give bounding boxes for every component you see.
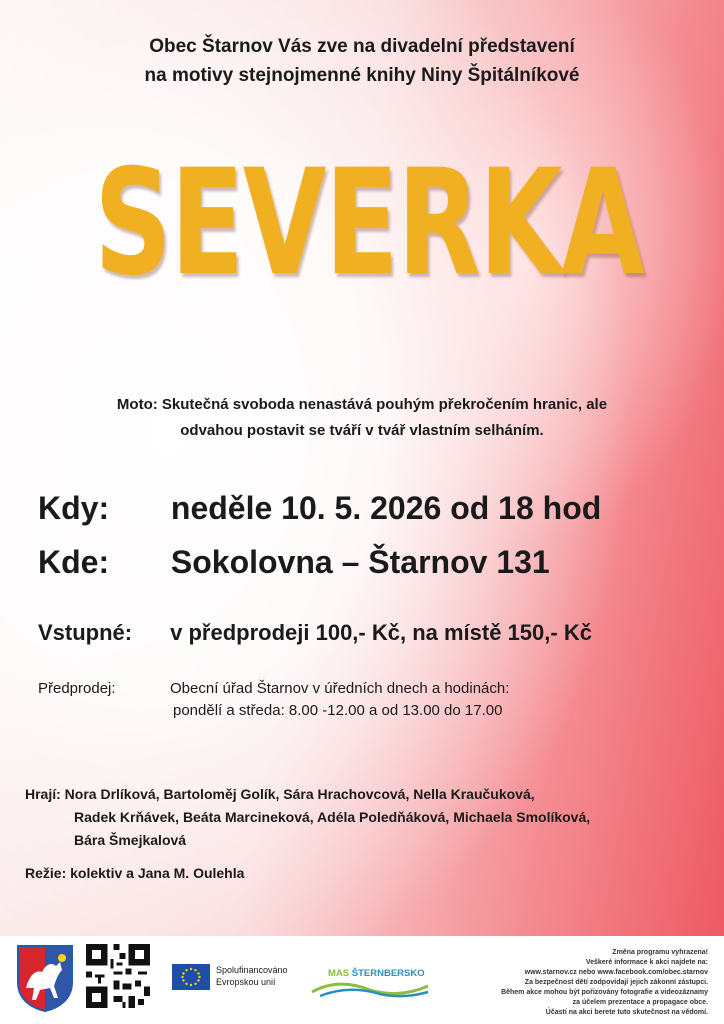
- qr-code-icon: [86, 944, 150, 1008]
- mas-logo: [310, 968, 430, 998]
- admission-row: [38, 618, 592, 648]
- invitation-text: [0, 32, 724, 90]
- mas-logo-text: [328, 968, 425, 979]
- when-label: Kdy:: [38, 490, 110, 526]
- motto: [0, 392, 724, 444]
- notice-line-7: Účastí na akci berete tuto skutečnost na vědomí.: [545, 1009, 708, 1016]
- notice-line-5: Během akce mohou být pořizovány fotografie a videozáznamy: [501, 989, 708, 996]
- when-row: [38, 488, 601, 528]
- cast-line-2: Radek Krňávek, Beáta Marcineková, Adéla Poledňáková, Michaela Smolíková,: [74, 809, 591, 825]
- mas-prefix: MAS: [328, 968, 350, 979]
- notice-line-3: www.starnov.cz nebo www.facebook.com/obec.starnov: [524, 969, 708, 976]
- motto-line-1: Moto: Skutečná svoboda nenastává pouhým překročením hranic, ale: [116, 396, 608, 413]
- director-credit: Režie: kolektiv a Jana M. Oulehla: [25, 865, 245, 881]
- mas-logo-icon: [310, 980, 430, 998]
- play-title: SEVERKA: [94, 138, 644, 308]
- cast-line-3: Bára Šmejkalová: [74, 832, 187, 848]
- mas-name: ŠTERNBERSKO: [351, 968, 425, 979]
- where-value: Sokolovna – Štarnov 131: [170, 544, 550, 580]
- coat-of-arms-icon: [16, 944, 74, 1012]
- cast-line-1: Hrají: Nora Drlíková, Bartoloměj Golík, Sára Hrachovcová, Nella Kraučuková,: [25, 786, 535, 802]
- notice-text: [472, 948, 708, 1018]
- notice-line-2: Veškeré informace k akci najdete na:: [585, 959, 708, 966]
- footer: [0, 936, 724, 1024]
- eu-flag-icon: [172, 964, 210, 990]
- admission-value: v předprodeji 100,- Kč, na místě 150,- Kč: [170, 620, 592, 645]
- cast-list: [25, 783, 590, 852]
- presale-label: Předprodej:: [38, 680, 116, 697]
- notice-line-4: Za bezpečnost dětí zodpovídají jejich zákonní zástupci.: [524, 979, 708, 986]
- invitation-line-2: na motivy stejnojmenné knihy Niny Špitálníkové: [144, 65, 580, 86]
- where-label: Kde:: [38, 544, 110, 580]
- eu-text: [216, 964, 288, 988]
- presale-line-1: Obecní úřad Štarnov v úředních dnech a hodinách:: [170, 680, 510, 697]
- invitation-line-1: Obec Štarnov Vás zve na divadelní představení: [149, 36, 575, 57]
- eu-text-line-1: Spolufinancováno: [216, 965, 288, 975]
- admission-label: Vstupné:: [38, 620, 133, 645]
- notice-line-1: Změna programu vyhrazena!: [612, 949, 708, 956]
- eu-text-line-2: Evropskou unií: [216, 977, 276, 987]
- motto-line-2: odvahou postavit se tváří v tvář vlastním selháním.: [180, 422, 544, 439]
- presale-details: [170, 678, 509, 722]
- eu-cofunding-logo: [172, 964, 324, 1000]
- where-row: [38, 542, 550, 582]
- notice-line-6: za účelem prezentace a propagace obce.: [572, 999, 708, 1006]
- presale-line-2: pondělí a středa: 8.00 -12.00 a od 13.00 do 17.00: [173, 702, 503, 719]
- when-value: neděle 10. 5. 2026 od 18 hod: [170, 490, 602, 526]
